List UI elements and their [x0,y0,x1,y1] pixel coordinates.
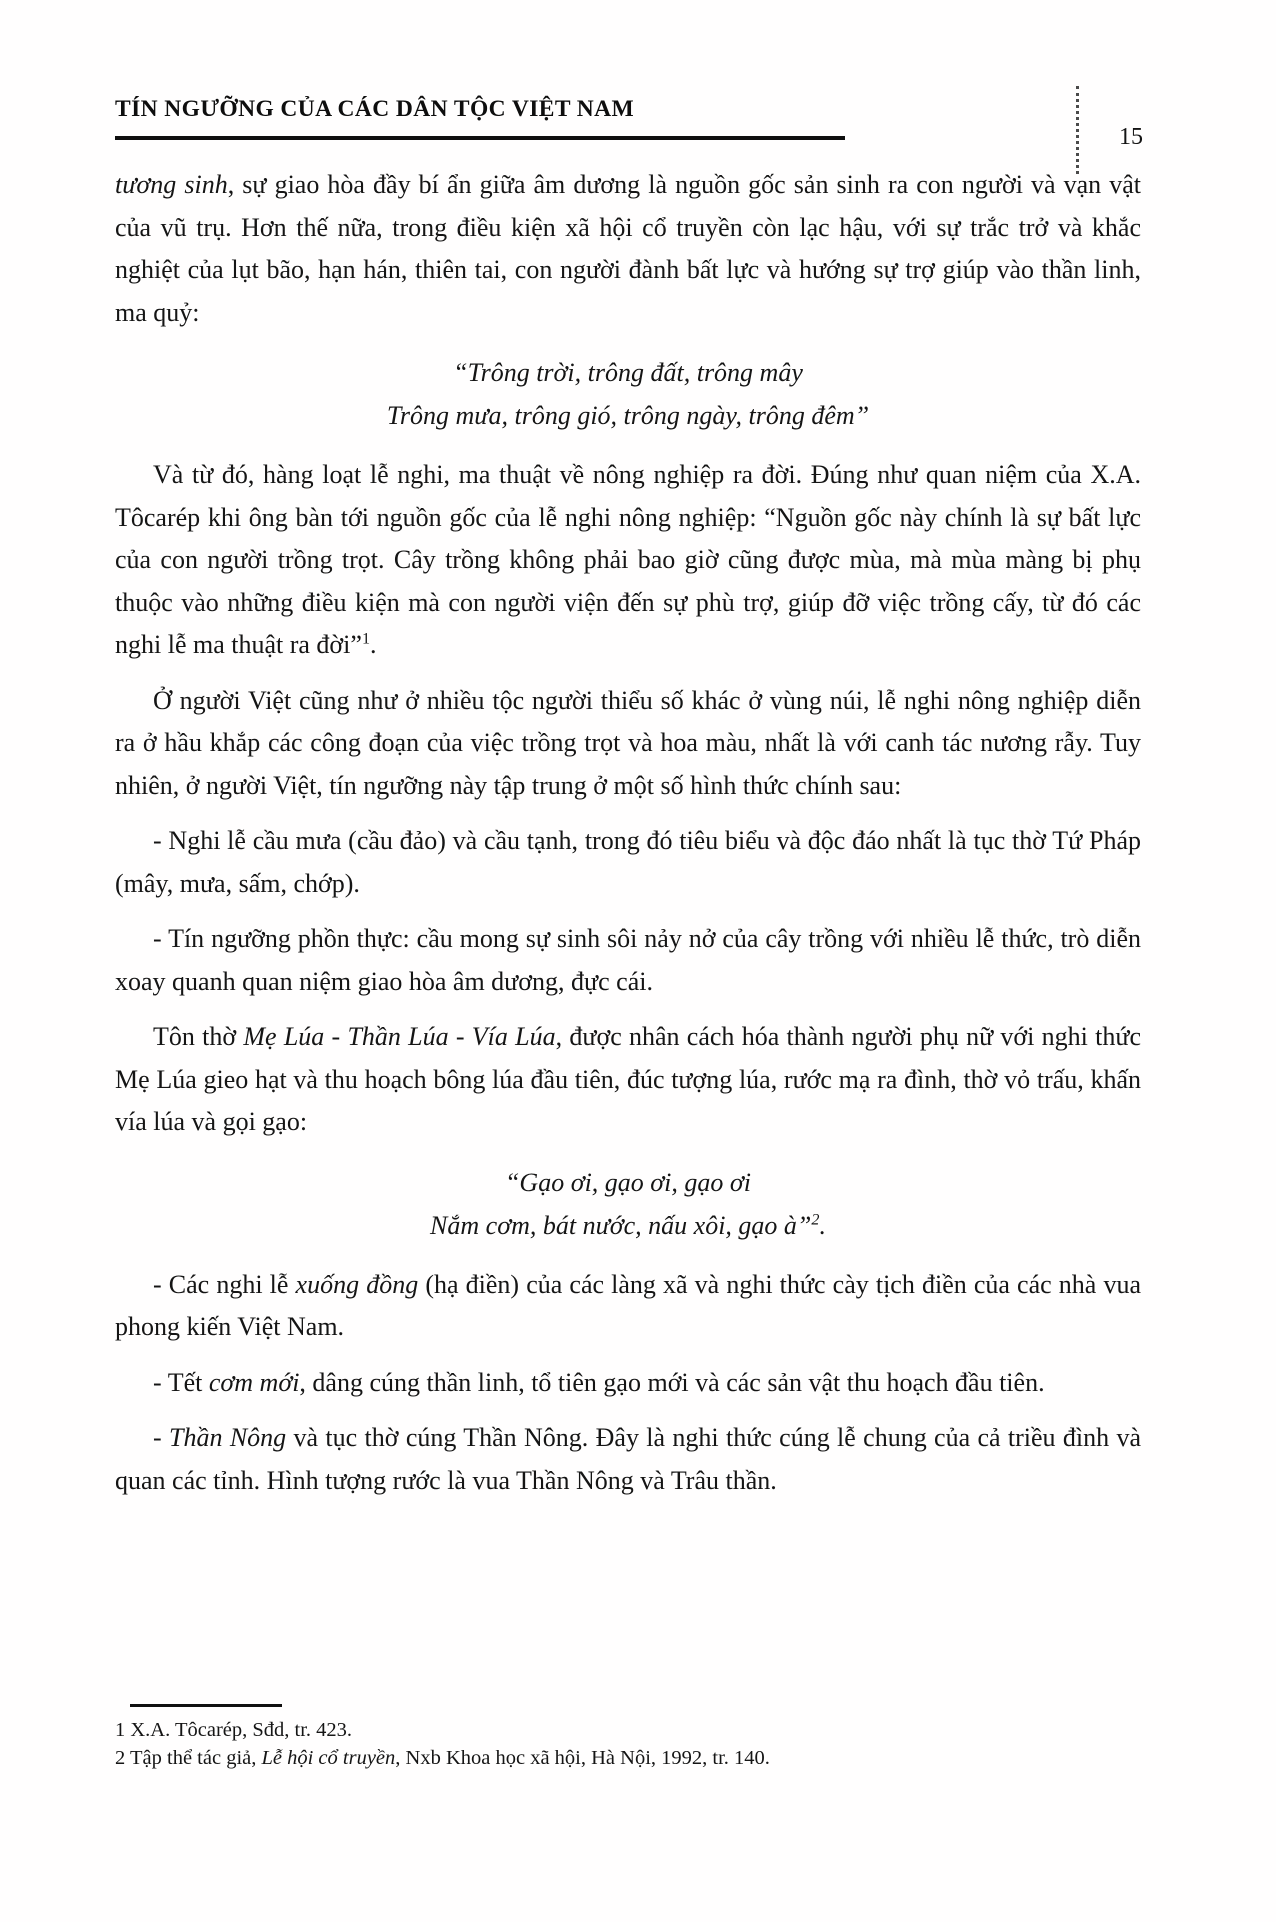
verse-line [115,1204,1141,1247]
text-run: tương sinh [115,170,228,199]
text-run: , Nxb Khoa học xã hội, Hà Nội, 1992, tr. 140. [395,1747,770,1769]
footnote-reference: 2 [811,1210,820,1228]
body-text [115,164,1141,1502]
text-run: - Tín ngưỡng phồn thực: cầu mong sự sinh sôi nảy nở của cây trồng với nhiều lễ thức, trò diễn xoay quanh quan niệm giao hòa âm dương, đực cái. [115,924,1141,996]
text-run: - [153,1423,170,1452]
page-content [115,96,1141,1515]
footnote-reference: 1 [361,630,371,648]
text-run: Và từ đó, hàng loạt lễ nghi, ma thuật về nông nghiệp ra đời. Đúng như quan niệm của X.A. Tôcarép khi ông bàn tới nguồn gốc của lễ nghi nông nghiệp: “Nguồn gốc này chính là sự bất lực của con người trồng trọt. Cây trồng không phải bao giờ cũng được mùa, mà mùa màng bị phụ thuộc vào những điều kiện mà con người viện đến sự phù trợ, giúp đỡ việc trồng cấy, từ đó các nghi lễ ma thuật ra đời” [115,460,1141,659]
paragraph-tocarep [115,454,1141,667]
text-run: 2 Tập thể tác giả, [115,1747,262,1769]
text-run: - Tết [153,1367,209,1397]
text-run: . [370,630,377,659]
bullet-xuong-dong [115,1264,1141,1349]
footnote-rule [130,1704,282,1707]
bullet-tet-com-moi [115,1362,1141,1405]
text-run: , sự giao hòa đầy bí ẩn giữa âm dương là nguồn gốc sản sinh ra con người và vạn vật của vũ trụ. Hơn thế nữa, trong điều kiện xã hội cổ truyền còn lạc hậu, với sự trắc trở và khắc nghiệt của lụt bão, hạn hán, thiên tai, con người đành bất lực và hướng sự trợ giúp vào thần linh, ma quỷ: [115,170,1141,327]
text-run: Thần Nông [169,1423,287,1452]
bullet-phon-thuc [115,918,1141,1003]
paragraph-me-lua [115,1016,1141,1144]
footnote-1 [115,1716,1141,1744]
text-run: Ở người Việt cũng như ở nhiều tộc người thiểu số khác ở vùng núi, lễ nghi nông nghiệp diễn ra ở hầu khắp các công đoạn của việc trồng trọt và hoa màu, nhất là với canh tác nương rẫy. Tuy nhiên, ở người Việt, tín ngưỡng này tập trung ở một số hình thức chính sau: [115,685,1141,800]
text-run: và tục thờ cúng Thần Nông. Đây là nghi thức cúng lễ chung của cả triều đình và quan các tỉnh. Hình tượng rước là vua Thần Nông và Trâu thần. [115,1423,1141,1495]
text-run: . [819,1210,826,1240]
text-run: Tôn thờ [153,1022,244,1051]
text-run: - Các nghi lễ [153,1269,296,1299]
verse-line: Trông mưa, trông gió, trông ngày, trông đêm” [386,401,870,430]
verse-line: “Trông trời, trông đất, trông mây [453,358,803,387]
header-dotted-divider [1076,86,1079,174]
text-run: Lễ hội cổ truyền [261,1747,396,1769]
footnote-2 [115,1744,1141,1772]
text-run: cơm mới [208,1367,300,1397]
paragraph-nguoi-viet [115,680,1141,808]
verse-gao-oi [115,1161,1141,1247]
text-run: , được nhân cách hóa thành người phụ nữ với nghi thức Mẹ Lúa gieo hạt và thu hoạch bông lúa đầu tiên, đúc tượng lúa, rước mạ ra đình, thờ vỏ trấu, khấn vía lúa và gọi gạo: [115,1022,1141,1136]
text-run: xuống đồng [295,1269,419,1299]
text-run: (hạ điền) của các làng xã và nghi thức cày tịch điền của các nhà vua phong kiến Việt Nam. [115,1269,1141,1341]
header-rule [115,136,845,140]
bullet-than-nong [115,1417,1141,1502]
running-title: TÍN NGƯỠNG CỦA CÁC DÂN TỘC VIỆT NAM [115,96,635,122]
page-number: 15 [1119,124,1143,150]
text-run: - Nghi lễ cầu mưa (cầu đảo) và cầu tạnh, trong đó tiêu biểu và độc đáo nhất là tục thờ Tứ Pháp (mây, mưa, sấm, chớp). [115,826,1141,898]
text-run: Nắm cơm, bát nước, nấu xôi, gạo à” [430,1210,812,1240]
text-run: Mẹ Lúa - Thần Lúa - Vía Lúa [243,1022,556,1051]
text-run: 1 X.A. Tôcarép, Sđd, tr. 423. [115,1719,353,1741]
paragraph-intro [115,164,1141,334]
verse-line: “Gạo ơi, gạo ơi, gạo ơi [504,1167,752,1197]
text-run: , dâng cúng thần linh, tổ tiên gạo mới và các sản vật thu hoạch đầu tiên. [299,1367,1045,1397]
footnotes [115,1704,1141,1772]
verse-trong-troi [115,351,1141,437]
bullet-cau-mua [115,820,1141,905]
